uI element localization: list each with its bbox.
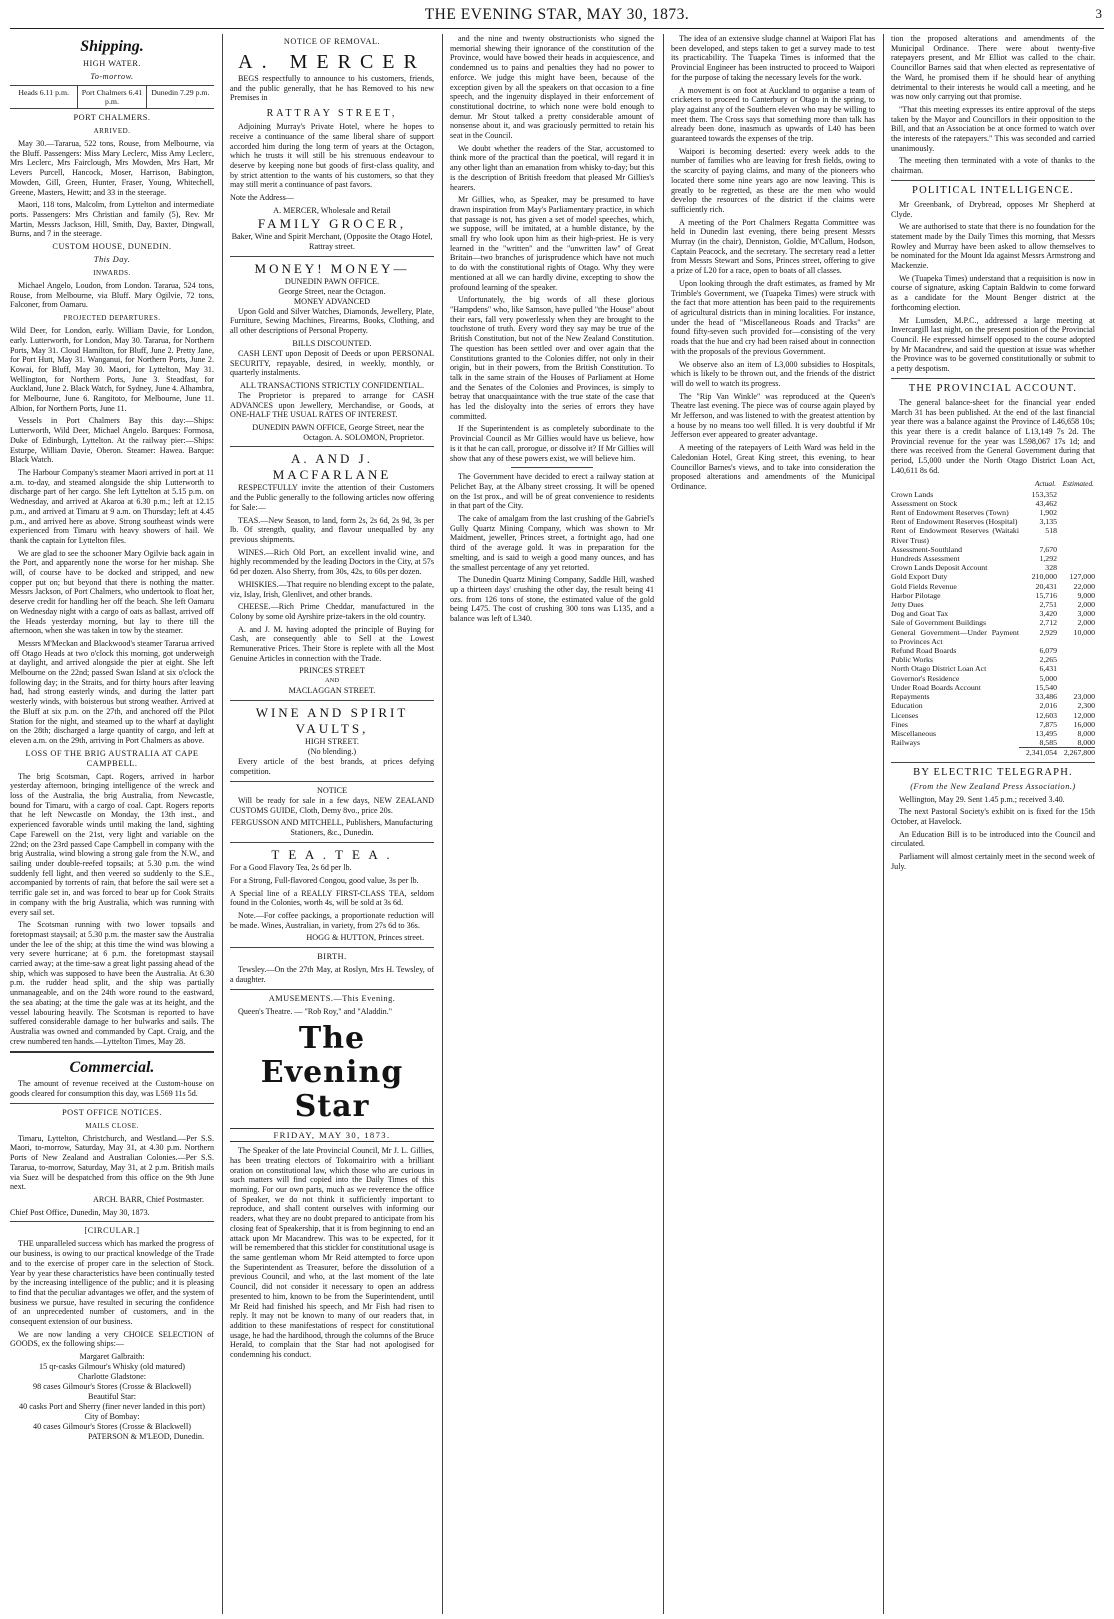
account-cell-estimated — [1057, 517, 1095, 526]
account-cell-actual: 7,875 — [1039, 719, 1057, 729]
commercial-heading: Commercial. — [69, 1059, 155, 1077]
column-divider — [222, 34, 223, 1614]
mails-paragraph: Timaru, Lyttelton, Christchurch, and Westland.—Per S.S. Maori, to-morrow, Saturday, May 31, at 4.30 p.m. Northern Ports of New Zealand and Australian Colonies.—Per S.S. Tararua, to-morrow, Saturday, May 31, at 2 p.m. British mails via Suez will be despatched from this office on the 9th June next. — [10, 1133, 214, 1192]
post-footer: Chief Post Office, Dunedin, May 30, 1873. — [10, 1207, 150, 1217]
column-1 — [10, 34, 214, 1614]
news-paragraph: The cake of amalgam from the last crushing of the Gabriel's Gully Quartz Mining Company, which was shown to Mr Maidment, jeweller, Princes street, a fortnight ago, had one third of the average gold. It was in preparation for the smelting, and is said to weigh a good many ounces, and has the smallest percentage of any yet retorted. — [450, 514, 654, 572]
column-divider — [883, 34, 884, 1614]
account-cell-label: Crown Lands Deposit Account — [891, 563, 988, 573]
divider — [230, 989, 434, 990]
account-cell-actual: 33,486 — [1035, 692, 1057, 702]
masthead-rule — [10, 28, 1104, 29]
account-cell-estimated — [1057, 674, 1095, 683]
account-row — [891, 683, 1095, 692]
political-paragraph: Mr Greenbank, of Drybread, opposes Mr Shepherd at Clyde. — [891, 199, 1095, 219]
account-cell-label: Harbor Pilotage — [891, 590, 941, 600]
account-cell-label: Assessment-Southland — [891, 544, 963, 554]
ship-list-item: 98 cases Gilmour's Stores (Crosse & Blackwell) — [33, 1382, 191, 1392]
tea-item: For a Strong, Full-flavored Congou, good value, 3s per lb. — [230, 875, 419, 885]
account-row — [891, 499, 1095, 508]
pawn-signature: DUNEDIN PAWN OFFICE, George Street, near the Octagon. A. SOLOMON, Proprietor. — [252, 423, 424, 442]
account-table — [891, 478, 1095, 757]
macfarlane-ad — [230, 451, 434, 696]
removal-signature: A. MERCER, Wholesale and Retail — [273, 205, 391, 215]
column-2 — [230, 34, 434, 1614]
inwards-paragraph: Michael Angelo, Loudon, from London. Tararua, 524 tons, Rouse, from Melbourne, via Bluff. Mary Ogilvie, 72 tons, Falconer, from Oamaru. — [10, 281, 214, 310]
page-number: 3 — [1095, 6, 1102, 21]
account-row — [891, 618, 1095, 627]
news-paragraph: The Dunedin Quartz Mining Company, Saddle Hill, washed up a thirteen days' crushing the other day, the result being 41 ozs. from 126 tons of stone, the estimated value of the gold being L475. The cost of crushing 300 tons was L135, and a balance was left of L340. — [450, 575, 654, 624]
account-cell-actual: 6,431 — [1039, 664, 1057, 674]
account-cell-label: Railways — [891, 738, 921, 748]
political-paragraph: We are authorised to state that there is no foundation for the statement made by the Daily Times this morning, that Messrs Rowley and Murray have been asked to allow themselves to be nominated for the Mount Ida against Messrs Armstrong and Mackenzie. — [891, 222, 1095, 271]
section-rule — [10, 1051, 214, 1053]
news-paragraph: The Government have decided to erect a railway station at Pelichet Bay, at the Albany street crossing. It will be opened on the 1st prox., and will be of great convenience to residents in that part of the City. — [450, 472, 654, 511]
arrived-paragraph: Maori, 118 tons, Malcolm, from Lyttelton and intermediate ports. Passengers: Mrs Christian and family (5), Rev. Mr Martin, Messrs Jackson, Hill, Smith, Day, Baxter, Dingwall, Burns, and 7 in the steerage. — [10, 200, 214, 239]
account-cell-actual: 20,431 — [1035, 581, 1057, 591]
account-cell-actual: 328 — [1045, 563, 1057, 573]
account-cell-label: Dog and Goat Tax — [891, 609, 949, 619]
account-row — [891, 563, 1095, 572]
removal-paragraph: Adjoining Murray's Private Hotel, where he hopes to receive a continuance of the same liberal share of support accorded him during the long term of years at the Octagon, which he trusts it will still be his strenuous endeavour to deserve by keeping none but goods of first-class quality, and by strict attention to the wants of his customers, so that they may still merit a continuance of past favors. — [230, 122, 434, 190]
news-paragraph: Waipori is becoming deserted: every week adds to the number of families who are leaving for fresh fields, owing to the scarcity of paying claims, and many of the pioneers who located there some nine years ago are now leaving. This is greatly to be regretted, as these are the men who would develop the resources of the district if the claims were sufficiently rich. — [671, 146, 875, 214]
news-paragraph: A movement is on foot at Auckland to organise a team of cricketers to proceed to Canterbury or Otago in the spring, to play against any of the Southern eleven who may be willing to meet them. The Cross says that something more than talk has already been done, inasmuch as upwards of L40 has been guaranteed towards the expenses of the trip. — [671, 85, 875, 144]
account-cell-actual: 2,712 — [1039, 618, 1057, 628]
amusements-paragraph: Queen's Theatre. — "Rob Roy," and "Aladdin." — [238, 1006, 393, 1016]
account-cell-actual: 6,079 — [1039, 646, 1057, 656]
editorial-paragraph: Unfortunately, the big words of all these glorious "Hampdens" who, like Samson, have pulled "the House" about their ears, fall very powerlessly when they are brought to the touchstone of truth. Every word they say may be true of the British Constitution, but not of the New Zealand Constitution. The question has been settled over and over again that the Constitutions granted to the Colonies differ, not only in their origin, but in their powers, from the British Constitution. To talk in the same strain of the Houses of Parliament at Home and the Senates of the Colonies and Provinces, is simply to betray that unacquaintance with the true state of the case that has led the disloyalty into the series of errors they have committed. — [450, 295, 654, 421]
removal-heading: NOTICE OF REMOVAL. — [283, 37, 381, 46]
account-cell-label: Gold Export Duty — [891, 572, 948, 582]
tea-heading: T E A . T E A . — [271, 847, 393, 863]
pawn-confidential: ALL TRANSACTIONS STRICTLY CONFIDENTIAL. — [239, 380, 424, 390]
maclaggan-street: MACLAGGAN STREET. — [288, 686, 376, 696]
loss-paragraph: The brig Scotsman, Capt. Rogers, arrived in harbor yesterday afternoon, bringing intelligence of the wreck and loss of the Australia, the brig Australia, from Newcastle, bound for Timaru, with a cargo of coal. Capt. Rogers reports that he left Newcastle on Monday, the 13th inst., and experienced favorable winds until making the land, sighting Cape Farewell on the 21st, very light and variable on the 22nd; on the 23rd passed Cape Campbell in company with the brig Australia, wind blowing a strong gale from the N.W., and sailing under double-reefed topsails; at 5.30 p.m. the wind suddenly fell light, and then veered so suddenly to the S.E., accompanied by torrents of rain, that before the sail were set a terrific gale set in, and was forced to bear up for Cook Straits in company with the brig Australia, which was running with every sail set. — [10, 771, 214, 917]
tea-signature: HOGG & HUTTON, Princes street. — [306, 933, 424, 943]
account-cell-label: Miscellaneous — [891, 728, 937, 738]
account-cell-label: Under Road Boards Account — [891, 682, 981, 692]
account-cell-label: Jetty Dues — [891, 600, 924, 610]
pawn-advanced: MONEY ADVANCED — [293, 296, 371, 306]
notice-heading: NOTICE — [316, 785, 347, 795]
newspaper-flag: The Evening Star — [260, 1021, 404, 1125]
news-paragraph: "That this meeting expresses its entire approval of the steps taken by the Mayor and Councillors in their opposition to the Bill, and that an Association be at once formed to watch over the interests of the ratepayers." This was seconded and carried unanimously. — [891, 104, 1095, 153]
account-cell-label: Refund Road Boards — [891, 646, 957, 656]
account-cell-label: Gold Fields Revenue — [891, 581, 957, 591]
news-paragraph: The meeting then terminated with a vote of thanks to the chairman. — [891, 156, 1095, 176]
account-cell-actual: 3,135 — [1039, 517, 1057, 527]
editorial-paragraph: and the nine and twenty obstructionists who signed the memorial shewing their ignorance of the constitution of the Province, would have bowed their heads in acquiescence, and condemned us to pains and penalties they had no power to enforce. We judge this might have been, because of the exception given by all the speakers on that occasion to a fine speech, and the ingenuity displayed in their enforcement of constitutional doctrine, to which none were bold enough to demur. Mr Stout talked a pretty considerable amount of nonsense about it, and was graciously permitted to retain his seat in the Council. — [450, 34, 654, 141]
telegraph-paragraph: Wellington, May 29. Sent 1.45 p.m.; received 3.40. — [899, 794, 1065, 804]
telegraph-heading: BY ELECTRIC TELEGRAPH. — [913, 766, 1073, 778]
account-cell-estimated: 9,000 — [1077, 590, 1095, 600]
ship-list-item: Charlotte Gladstone: — [78, 1372, 146, 1382]
political-paragraph: Mr Lumsden, M.P.C., addressed a large meeting at Invercargill last night, on the present position of the Provincial Council. He expressed himself opposed to the course adopted by Mr Macandrew, and said the question at issue was whether the Province was to be governed constitutionally or submit to a petty despotism. — [891, 315, 1095, 374]
arrived-heading: ARRIVED. — [93, 127, 131, 135]
divider — [230, 947, 434, 948]
account-cell-label: Licenses — [891, 710, 919, 720]
account-row — [891, 517, 1095, 526]
editorial-paragraph: The Speaker of the late Provincial Council, Mr J. L. Gillies, has been treating electors of Tokomairiro with a brilliant oration on constitutional law, which those who are curious in such matters will find copied into the Daily Times of this morning. For our own parts, much as we reverence the office of Speaker, we do not think it sufficiently important to reproduce, and shall content ourselves with informing our readers, what they are no doubt prepared to anticipate from his closing feat of Speakership, that it is from beginning to end an attack upon Mr Macandrew. This was to be expected, for it will be remembered that this stickler for constitutional usage is the same gentleman whom Mr Reid attempted to force upon the Superintendent as Treasurer, before the dissolution of a previous Council, and who, at the last moment of the late Council, did not consider it necessary to open an address presented to him, known to be from the Superintendent, until Mr Reid had finished his speech, and Mr Fish had risen to reply. It may not be known to many of our readers that, in addition to these manifestations of respect for constitutional usage, he had the hardihood, through the columns of the Bruce Herald, to complain that the Star had not apologised for condemning his conduct. — [230, 1146, 434, 1360]
tea-item: For a Good Flavory Tea, 2s 6d per lb. — [230, 863, 352, 873]
loss-heading: LOSS OF THE BRIG AUSTRALIA AT CAPE CAMPBELL. — [25, 748, 199, 768]
account-cell-label: Public Works — [891, 655, 933, 665]
tide-heads: Heads 6.11 p.m. — [18, 88, 69, 97]
account-cell-actual: 13,495 — [1035, 728, 1057, 738]
column-5 — [891, 34, 1095, 1614]
account-cell-estimated — [1057, 526, 1095, 544]
account-cell-estimated: 2,000 — [1077, 600, 1095, 610]
macfarlane-paragraph: A. and J. M. having adopted the principle of Buying for Cash, are consequently able to Sell at the Lowest Remunerative Prices. Their Store is replete with all the Most Genuine Articles in connection with the Trade. — [230, 624, 434, 663]
account-total-actual: 2,341,054 — [1019, 748, 1057, 758]
divider — [891, 762, 1095, 763]
circular-heading: [CIRCULAR.] — [84, 1226, 140, 1236]
news-paragraph: We observe also an item of L3,000 subsidies to Hospitals, which is likely to be thrown out, and the friends of the district will do well to watch its progress. — [671, 359, 875, 388]
pawn-paragraph: The Proprietor is prepared to arrange for CASH ADVANCES upon Jewellery, Merchandise, or Goods, at ONE-HALF THE USUAL RATES OF INTEREST. — [230, 390, 434, 420]
account-cell-estimated — [1057, 508, 1095, 517]
divider — [10, 1221, 214, 1222]
account-row — [891, 701, 1095, 710]
account-cell-label: General Government—Under Payment to Provinces Act — [891, 627, 1019, 646]
removal-note: Note the Address— — [230, 193, 294, 203]
account-row — [891, 554, 1095, 563]
mails-heading: MAILS CLOSE. — [85, 1121, 139, 1130]
account-row — [891, 664, 1095, 673]
account-cell-estimated: 12,000 — [1073, 710, 1095, 720]
account-total-label — [891, 748, 1019, 758]
account-cell-actual: 2,929 — [1039, 627, 1057, 637]
account-row — [891, 711, 1095, 720]
account-cell-actual: 1,292 — [1039, 554, 1057, 564]
customs-subheading: This Day. — [93, 255, 131, 265]
account-cell-actual: 43,462 — [1035, 498, 1057, 508]
account-cell-label: Education — [891, 701, 923, 711]
editorial-paragraph: We doubt whether the readers of the Star, accustomed to think more of the practical than the poetical, will regard it in any other light than an emanation from whisky to-day; but this is the description of British freedom that pleased Mr Gillies's hearers. — [450, 143, 654, 192]
masthead — [10, 6, 1104, 30]
divider — [230, 842, 434, 843]
account-cell-label: Repayments — [891, 692, 930, 702]
account-cell-label: Crown Lands — [891, 489, 934, 499]
pawn-paragraph: CASH LENT upon Deposit of Deeds or upon PERSONAL SECURITY, repayable, desired, in weekly, monthly, or quarterly instalments. — [230, 348, 434, 378]
commercial-paragraph: The amount of revenue received at the Custom-house on goods cleared for consumption this day, was L569 11s 5d. — [10, 1079, 214, 1099]
account-cell-label: Rent of Endowment Reserves (Waitaki River Trust) — [891, 526, 1019, 545]
customs-guide-ad — [230, 786, 434, 838]
shipping-heading: Shipping. — [80, 38, 144, 55]
account-row — [891, 508, 1095, 517]
account-row — [891, 646, 1095, 655]
account-table-body — [891, 490, 1095, 748]
tea-ad — [230, 847, 434, 943]
account-row — [891, 490, 1095, 499]
ship-list-item: 40 cases Gilmour's Stores (Crosse & Blackwell) — [33, 1422, 191, 1432]
telegraph-paragraph: The next Pastoral Society's exhibit on is fixed for the 15th October, at Havelock. — [891, 807, 1095, 826]
vaults-note: (No blending.) — [307, 747, 357, 757]
account-cell-estimated: 2,300 — [1077, 701, 1095, 711]
account-row — [891, 655, 1095, 664]
divider — [230, 446, 434, 447]
news-paragraph: A meeting of the ratepayers of Leith Ward was held in the Caledonian Hotel, Great King street, this evening, to hear Councillor Barnes's views, and to take into consideration the proposed alterations and amendments of the Municipal Ordinance. — [671, 443, 875, 491]
macfarlane-whiskies: WHISKIES.—That require no blending except to the palate, viz, Islay, Irish, Glenlivet, and other brands. — [230, 579, 434, 599]
news-paragraph: Upon looking through the draft estimates, as framed by Mr Trimble's Government, we (Tuapeka Times) were struck with the fact that more attention has been paid to the requirements of agricultural districts than in mining localities. For instance, under the head of "Miscellaneous Roads and Tracks" are found fifty-seven such provided for—consisting of the very roads that the hue and cry had been raised about in connection with the proposals of the previous Government. — [671, 278, 875, 356]
macfarlane-paragraph: RESPECTFULLY invite the attention of their Customers and the Public generally to the following articles now offering for Sale:— — [230, 483, 434, 512]
account-cell-estimated: 23,000 — [1073, 692, 1095, 702]
news-paragraph: The "Rip Van Winkle" was reproduced at the Queen's Theatre last evening. The piece was of course again played by Mr Jefferson, and was listened to with the greatest attention by a house by no means too well filled. It is very doubtful if Mr Jefferson ever appeared to greater advantage. — [671, 391, 875, 440]
high-water-heading: HIGH WATER. — [83, 59, 141, 68]
account-header-estimated: Estimated. — [1062, 479, 1094, 489]
harbour-paragraph: The Harbour Company's steamer Maori arrived in port at 11 a.m. to-day, and steamed alongside the ship Lutterworth to discharge part of her cargo. She left Lyttelton at 5.15 p.m. on Wednesday, and arrived at Akaroa at 6.30 p.m.; left at 12.15 p.m., and arrived at Timaru at 9 a.m. on Thursday; left at 4.45 p.m., and arrived here as above. Strong southeast winds were experienced from Timaru with heavy showers of hail. We thank the captain for Lyttelton files. — [10, 467, 214, 545]
account-row — [891, 692, 1095, 701]
vaults-paragraph: Every article of the best brands, at prices defying competition. — [230, 757, 434, 777]
news-paragraph: The idea of an extensive sludge channel at Waipori Flat has been developed, and steps taken to get a survey made to test its practicability. The Tuapeka Times is informed that the Provincial Engineer has been instructed to proceed to Waipori for the purpose of taking the necessary levels for the work. — [671, 34, 875, 82]
account-cell-estimated: 16,000 — [1073, 719, 1095, 729]
masthead-title: THE EVENING STAR, MAY 30, 1873. — [424, 6, 690, 23]
arrived-paragraph: May 30.—Tararua, 522 tons, Rouse, from Melbourne, via the Bluff. Passengers: Miss Mary Leclerc, Miss Amy Leclerc, Mrs Leclerc, Mrs Fairclough, Mrs Mowden, Mrs Hart, Mr Levers Purcell, Hancock, Moser, Harrison, Babington, Mowden, Gill, Green, Hunter, Fraser, Young, Whitechell, Greene, Masters, Hewitt; and 33 in the steerage. — [10, 139, 214, 197]
column-divider — [663, 34, 664, 1614]
editorial-dateline: FRIDAY, MAY 30, 1873. — [230, 1128, 434, 1142]
tide-table — [10, 85, 214, 109]
column-divider — [442, 34, 443, 1614]
account-cell-estimated: 3,000 — [1077, 609, 1095, 619]
divider — [230, 781, 434, 782]
post-heading: POST OFFICE NOTICES. — [62, 1107, 162, 1117]
editorial-paragraph: If the Superintendent is as completely subordinate to the Provincial Council as Mr Gillies would have us believe, how is it that he can call, prorogue, or dissolve it? If Mr Gillies will show that any of these powers exist, we will believe him. — [450, 424, 654, 463]
divider — [230, 700, 434, 701]
tea-paragraph: Note.—For coffee packings, a proportionate reduction will be made. Wines, Australian, in variety, from 27s 6d to 36s. — [230, 911, 434, 930]
removal-ad — [230, 50, 434, 252]
account-cell-actual: 2,016 — [1039, 701, 1057, 711]
account-cell-actual: 15,540 — [1035, 682, 1057, 692]
high-water-subheading: To-morrow. — [90, 72, 134, 81]
account-cell-estimated — [1057, 664, 1095, 673]
port-heading: PORT CHALMERS. — [73, 113, 151, 122]
account-cell-actual: 1,902 — [1039, 508, 1057, 518]
account-cell-actual: 5,000 — [1039, 673, 1057, 683]
account-paragraph: The general balance-sheet for the financial year ended March 31 has been published. At the end of the last financial year there was a balance against the Province of L46,658 10s; this year there is a credit balance of L13,149 7s 2d. The Provincial revenue for the year was L598,067 17s 1d; and there was received from the General Government during that period, L5,000 under the North Otago District Loan Act, L40,611 8s 6d. — [891, 397, 1095, 475]
macfarlane-cheese: CHEESE.—Rich Prime Cheddar, manufactured in the Colony by some old Ayrshire prize-takers in the old country. — [230, 602, 434, 621]
account-cell-estimated: 8,000 — [1077, 738, 1095, 748]
account-row — [891, 582, 1095, 591]
telegraph-paragraph: Parliament will almost certainly meet in the second week of July. — [891, 852, 1095, 871]
macfarlane-heading: A. AND J. MACFARLANE — [272, 451, 392, 483]
tide-port-chalmers: Port Chalmers 6.41 p.m. — [77, 86, 145, 108]
divider — [511, 467, 593, 468]
account-cell-actual: 12,603 — [1035, 710, 1057, 720]
column-4 — [671, 34, 875, 1614]
news-paragraph: A meeting of the Port Chalmers Regatta Committee was held in Dunedin last evening, there being present Messrs Murray (in the chair), Denniston, Goldie, M'Callum, Hodson, Captain Peacock, and the secretary. The secretary read a letter from Messrs Stewart and Sons, Princes street, offering to give a prize of L20 for a race, open to boats of all classes. — [671, 217, 875, 276]
ogilvie-paragraph: We are glad to see the schooner Mary Ogilvie back again in the Port, and apparently none the worse for her mishap. She will, of course have to be docked and stripped, and new copper put on; but beyond that there is nothing the matter. Messrs Jackson, of Port Chalmers, who undertook to float her, deserve credit for handling her off the beach. She left Oamaru on Wednesday night with a cargo of oats as ballast, arrived off the Heads yesterday morning, but lay to there till the afternoon, when she was taken in tow by the steamer. — [10, 548, 214, 636]
tide-dunedin: Dunedin 7.29 p.m. — [146, 86, 214, 108]
account-cell-estimated — [1057, 545, 1095, 554]
ship-list-item: 15 qr-casks Gilmour's Whisky (old matured) — [38, 1362, 185, 1372]
vaults-street: HIGH STREET. — [305, 737, 359, 747]
ship-list-item: Margaret Galbraith: — [79, 1352, 145, 1362]
editorial-paragraph: Mr Gillies, who, as Speaker, may be presumed to have drawn inspiration from May's Parliamentary practice, in which that passage is not, has given a set of model speeches, which, we suppose, will be imitated, at a humble distance, by the small fry who look upon him as their high-priest. He is very learned in the "written" and the "unwritten law" of Great Britain—two branches of jurisprudence which have not much to do with the constitutional rights of Otago. Why they were mentioned at all we can hardly divine, excepting to show the profound learning of the speaker. — [450, 195, 654, 292]
divider — [10, 1103, 214, 1104]
account-cell-estimated — [1057, 655, 1095, 664]
news-paragraph: tion the proposed alterations and amendments of the Municipal Ordinance. There were about twenty-five ratepayers present, and Mr Elliot was called to the chair. Councillor Barnes said that when elected as representative of the Ward, he promised them if he should hear of anything detrimental to their interests he would call a meeting, and he was now only carrying out that promise. — [891, 34, 1095, 102]
tararua-paragraph: Messrs M'Meckan and Blackwood's steamer Tararua arrived off Otago Heads at two o'clock this morning, got underweigh at daylight, and arrived alongside the pier at eight. She left Melbourne on the 22nd; passed Swan Island at six o'clock the following day; in the Straits, and for thirty hours after leaving had, had strong easterly winds, and during the latter part westerly winds, with boisterous but strong weather. Arrived at the Bluff at six p.m. on the 27th, and anchored off the Pilot Station for the night, and steamed up to the wharf at daylight on the 28th; discharged a large quantity of cargo, and left at eleven a.m. on the 29th, arriving in Port Chalmers as above. — [10, 638, 214, 745]
inwards-heading: INWARDS. — [93, 269, 131, 278]
departures-paragraph: Wild Deer, for London, early. William Davie, for London, early. Lutterworth, for London, May 30. Tararua, for Northern Ports, May 31. Cloud Hamilton, for Bluff, June 2. Pretty Jane, for Port Hutt, May 31. Wanganui, for Northern Ports, June 2. Kowai, for Bluff, May 30. Maori, for Lyttelton, May 31. Wellington, for Northern Ports, June 3. Steadfast, for Auckland, June 2. Black Watch, for Sydney, June 4. Alhambra, for Melbourne, June 6. Rangitoto, for Melbourne, June 11. Albion, for Northern Ports, June 11. — [10, 326, 214, 413]
account-cell-estimated: 127,000 — [1069, 572, 1095, 582]
notice-publisher: FERGUSSON AND MITCHELL, Publishers, Manufacturing Stationers, &c., Dunedin. — [231, 818, 433, 838]
macfarlane-wines: WINES.—Rich Old Port, an excellent invalid wine, and highly recommended by the leading Doctors in the City, at 57s 6d per dozen. Also Sherry, from 30s, 42s, to 60s per dozen. — [230, 547, 434, 577]
account-row — [891, 609, 1095, 618]
vaults-heading: WINE AND SPIRIT VAULTS, — [255, 705, 409, 737]
political-heading: POLITICAL INTELLIGENCE. — [912, 184, 1074, 196]
departures-heading: PROJECTED DEPARTURES. — [63, 314, 161, 323]
account-row — [891, 545, 1095, 554]
account-row — [891, 526, 1095, 544]
divider — [891, 378, 1095, 379]
account-header-actual: Actual. — [1034, 479, 1056, 489]
account-header-blank — [891, 478, 1019, 489]
account-cell-actual: 210,000 — [1031, 572, 1057, 582]
circular-paragraph: THE unparalleled success which has marked the progress of our business, is owing to our practical knowledge of the Trade and to the exercise of proper care in the selection of Stock. Year by year these characteristics have been continually tested by the increasing intelligence of the public; and it is pleasing to find that the peculiar advantages we offer, and the system of business we pursue, have resulted in securing the confidence of an unprecedented number of customers, and in the consequent extension of our business. — [10, 1239, 214, 1327]
account-cell-actual: 3,420 — [1039, 609, 1057, 619]
account-cell-estimated — [1057, 683, 1095, 692]
account-header-row — [891, 478, 1095, 489]
postmaster-name: ARCH. BARR, Chief Postmaster. — [93, 1194, 204, 1204]
account-cell-estimated: 10,000 — [1073, 627, 1095, 637]
account-row — [891, 720, 1095, 729]
account-cell-label: Fines — [891, 719, 908, 729]
account-row — [891, 674, 1095, 683]
account-row — [891, 600, 1095, 609]
account-cell-estimated: 22,000 — [1073, 581, 1095, 591]
account-cell-estimated — [1057, 490, 1095, 499]
pawn-ad — [230, 261, 434, 443]
account-cell-actual: 153,352 — [1031, 489, 1057, 499]
pawn-heading: DUNEDIN PAWN OFFICE. — [284, 276, 380, 286]
account-cell-label: North Otago District Loan Act — [891, 664, 987, 674]
column-3 — [450, 34, 654, 1614]
account-row — [891, 628, 1095, 646]
vaults-ad — [230, 705, 434, 776]
bay-paragraph: Vessels in Port Chalmers Bay this day:—Ships: Lutterworth, Wild Deer, Michael Angelo. Barques: Formosa, Duke of Edinburgh, Lyttelton. At the railway pier:—Ships: Esturpe, William Davie, Oberon. Steamer: Hawea. Barque: Black Watch. — [10, 416, 214, 465]
circular-paragraph: We are now landing a very CHOICE SELECTION of GOODS, ex the following ships:— — [10, 1329, 214, 1349]
circular-signature: PATERSON & M'LEOD, Dunedin. — [87, 1432, 204, 1442]
pawn-paragraph: Upon Gold and Silver Watches, Diamonds, Jewellery, Plate, Furniture, Sewing Machines, Firearms, Books, Clothing, and all other descriptions of Personal Property. — [230, 306, 434, 336]
ship-list-item: City of Bombay: — [84, 1412, 140, 1422]
tea-item: A Special line of a REALLY FIRST-CLASS TEA, seldom found in the Colonies, worth 4s, will be sold at 3s 6d. — [230, 888, 434, 908]
account-cell-estimated: 8,000 — [1077, 728, 1095, 738]
account-cell-actual: 15,716 — [1035, 590, 1057, 600]
postmaster-signature — [10, 1195, 214, 1205]
princes-and: AND — [324, 677, 340, 685]
account-cell-label: Governor's Residence — [891, 673, 960, 683]
divider — [891, 180, 1095, 181]
account-row — [891, 591, 1095, 600]
ship-list-item: 40 casks Port and Sherry (finer never landed in this port) — [19, 1402, 205, 1412]
account-row — [891, 738, 1095, 748]
ship-list — [10, 1352, 214, 1442]
loss-paragraph: The Scotsman running with two lower topsails and foretopmast staysail; at 5.30 p.m. the master saw the Australia under the lee of the ship; at this time the wind was blowing a very severe hurricane; at 6 p.m. the foretopmast staysail carried away; at the time-saw a great light passing ahead of the ship, which was supposed to have been the Australia. At 6.30 p.m. the rudder head split, and the ship was partially unmanageable, and on the 24th wore round to the eastward, the sea abating; at the time the gale was at its height, and the vessel labouring heavily. The Scotsman is reported to have suffered considerable damage to her bulwarks and sails. The Australia was owned and commanded by Capt. Craig, and the crew numbered ten hands.—Lyttelton Times, May 28. — [10, 920, 214, 1046]
macfarlane-teas: TEAS.—New Season, to land, form 2s, 2s 6d, 2s 9d, 3s per lb. Of strength, quality, and flavour unequalled by any previous shipments. — [230, 515, 434, 544]
political-paragraph: We (Tuapeka Times) understand that a requisition is now in course of signature, asking Captain Baldwin to come forward as a candidate for the Mount Benger district at the forthcoming election. — [891, 273, 1095, 312]
amusements-heading: AMUSEMENTS.—This Evening. — [268, 993, 396, 1003]
birth-paragraph: Tewsley.—On the 27th May, at Roslyn, Mrs H. Tewsley, of a daughter. — [230, 965, 434, 984]
account-cell-actual: 8,585 — [1039, 738, 1057, 748]
ship-list-item: Beautiful Star: — [88, 1392, 136, 1402]
account-cell-actual: 2,751 — [1039, 600, 1057, 610]
account-cell-actual: 2,265 — [1039, 655, 1057, 665]
account-cell-estimated — [1057, 499, 1095, 508]
account-cell-label: Rent of Endowment Reserves (Hospital) — [891, 517, 1018, 527]
account-total-row — [891, 748, 1095, 758]
account-cell-label: Hundreds Assessment — [891, 554, 960, 564]
account-row — [891, 572, 1095, 581]
notice-paragraph: Will be ready for sale in a few days, NEW ZEALAND CUSTOMS GUIDE, Cloth, Demy 8vo., price 20s. — [230, 795, 434, 815]
customs-heading: CUSTOM HOUSE, DUNEDIN. — [52, 242, 172, 252]
account-cell-estimated — [1057, 646, 1095, 655]
pawn-subheading: George Street, near the Octagon. — [278, 286, 386, 296]
account-cell-label: Sale of Government Buildings — [891, 618, 987, 628]
pawn-bills: BILLS DISCOUNTED. — [292, 338, 372, 348]
account-cell-actual: 518 — [1045, 526, 1057, 536]
removal-address: RATTRAY STREET, — [266, 108, 398, 120]
removal-name: A. MERCER — [238, 51, 426, 73]
grocer-heading: FAMILY GROCER, — [257, 215, 407, 231]
princes-street: PRINCES STREET — [299, 666, 365, 676]
account-cell-label: Assessment on Stock — [891, 498, 958, 508]
account-cell-label: Rent of Endowment Reserves (Town) — [891, 508, 1009, 518]
account-total-estimated: 2,267,800 — [1057, 748, 1095, 758]
removal-paragraph: BEGS respectfully to announce to his customers, friends, and the public generally, that he has Removed to his new Premises in — [230, 74, 434, 103]
telegraph-paragraph: An Education Bill is to be introduced into the Council and circulated. — [891, 829, 1095, 849]
birth-heading: BIRTH. — [317, 952, 347, 962]
account-cell-estimated — [1057, 554, 1095, 563]
divider — [230, 256, 434, 257]
account-cell-estimated — [1057, 563, 1095, 572]
account-cell-actual: 7,670 — [1039, 544, 1057, 554]
telegraph-subheading: (From the New Zealand Press Association.) — [910, 781, 1076, 791]
account-cell-estimated: 2,000 — [1077, 618, 1095, 628]
account-row — [891, 729, 1095, 738]
grocer-text: Baker, Wine and Spirit Merchant, (Opposite the Otago Hotel, Rattray street. — [231, 231, 433, 251]
account-heading: THE PROVINCIAL ACCOUNT. — [908, 382, 1078, 394]
money-heading: MONEY! MONEY— — [254, 260, 410, 276]
